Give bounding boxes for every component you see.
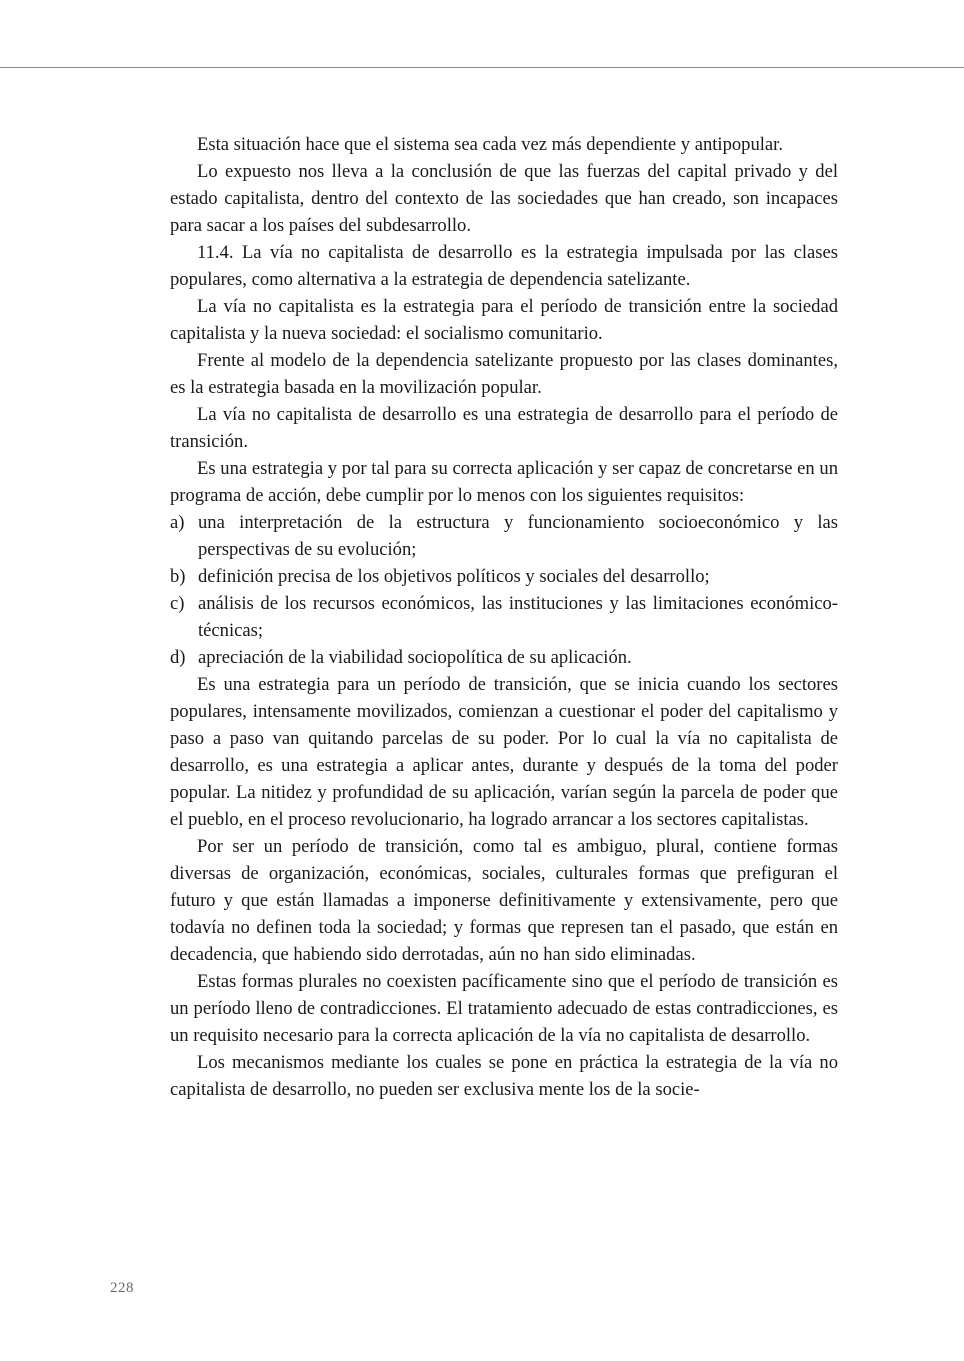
header-rule	[0, 67, 964, 68]
paragraph: Lo expuesto nos lleva a la conclusión de que las fuerzas del capital privado y del estado capitalista, dentro del contexto de las sociedades que han creado, son incapaces para sacar a los países del subdesarrollo.	[170, 161, 838, 236]
paragraph: Esta situación hace que el sistema sea cada vez más dependiente y antipopular.	[197, 134, 783, 155]
paragraph: La vía no capitalista de desarrollo es una estrategia de desarrollo para el período de transición.	[170, 404, 838, 452]
requirements-list	[170, 509, 838, 671]
body-text	[170, 131, 838, 1103]
list-item	[170, 563, 838, 590]
list-item-text: análisis de los recursos económicos, las instituciones y las limitaciones económico-técnicas;	[198, 593, 838, 641]
paragraph: Los mecanismos mediante los cuales se pone en práctica la estrategia de la vía no capitalista de desarrollo, no pueden ser exclusiva mente los de la socie-	[170, 1052, 838, 1100]
list-marker: d)	[170, 647, 186, 668]
paragraph: La vía no capitalista es la estrategia para el período de transición entre la sociedad capitalista y la nueva sociedad: el socialismo comunitario.	[170, 296, 838, 344]
paragraph: Es una estrategia para un período de transición, que se inicia cuando los sectores populares, intensamente movilizados, comienzan a cuestionar el poder del capitalismo y paso a paso van quitando parcelas de su poder. Por lo cual la vía no capitalista de desarrollo, es una estrategia a aplicar antes, durante y después de la toma del poder popular. La nitidez y profundidad de su aplicación, varían según la parcela de poder que el pueblo, en el proceso revolucionario, ha logrado arrancar a los sectores capitalistas.	[170, 674, 838, 830]
list-marker: c)	[170, 593, 185, 614]
page-number: 228	[110, 1280, 134, 1296]
paragraph: Es una estrategia y por tal para su correcta aplicación y ser capaz de concretarse en un programa de acción, debe cumplir por lo menos con los siguientes requisitos:	[170, 458, 838, 506]
list-marker: a)	[170, 512, 185, 533]
paragraph: Estas formas plurales no coexisten pacíficamente sino que el período de transición es un período lleno de contradicciones. El tratamiento adecuado de estas contradicciones, es un requisito necesario para la correcta aplicación de la vía no capitalista de desarrollo.	[170, 971, 838, 1046]
paragraph: Por ser un período de transición, como tal es ambiguo, plural, contiene formas diversas de organización, económicas, sociales, culturales formas que prefiguran el futuro y que están llamadas a imponerse definitivamente y extensivamente, pero que todavía no definen toda la sociedad; y formas que represen tan el pasado, que están en decadencia, que habiendo sido derrotadas, aún no han sido eliminadas.	[170, 836, 838, 965]
list-marker: b)	[170, 566, 186, 587]
paragraph: 11.4. La vía no capitalista de desarrollo es la estrategia impulsada por las clases populares, como alternativa a la estrategia de dependencia satelizante.	[170, 242, 838, 290]
paragraph: Frente al modelo de la dependencia satelizante propuesto por las clases dominantes, es la estrategia basada en la movilización popular.	[170, 350, 838, 398]
list-item-text: apreciación de la viabilidad sociopolítica de su aplicación.	[198, 647, 632, 668]
list-item-text: definición precisa de los objetivos políticos y sociales del desarrollo;	[198, 566, 710, 587]
list-item	[170, 644, 838, 671]
list-item	[170, 590, 838, 644]
list-item-text: una interpretación de la estructura y funcionamiento socioeconómico y las perspectivas de su evolución;	[198, 512, 838, 560]
list-item	[170, 509, 838, 563]
